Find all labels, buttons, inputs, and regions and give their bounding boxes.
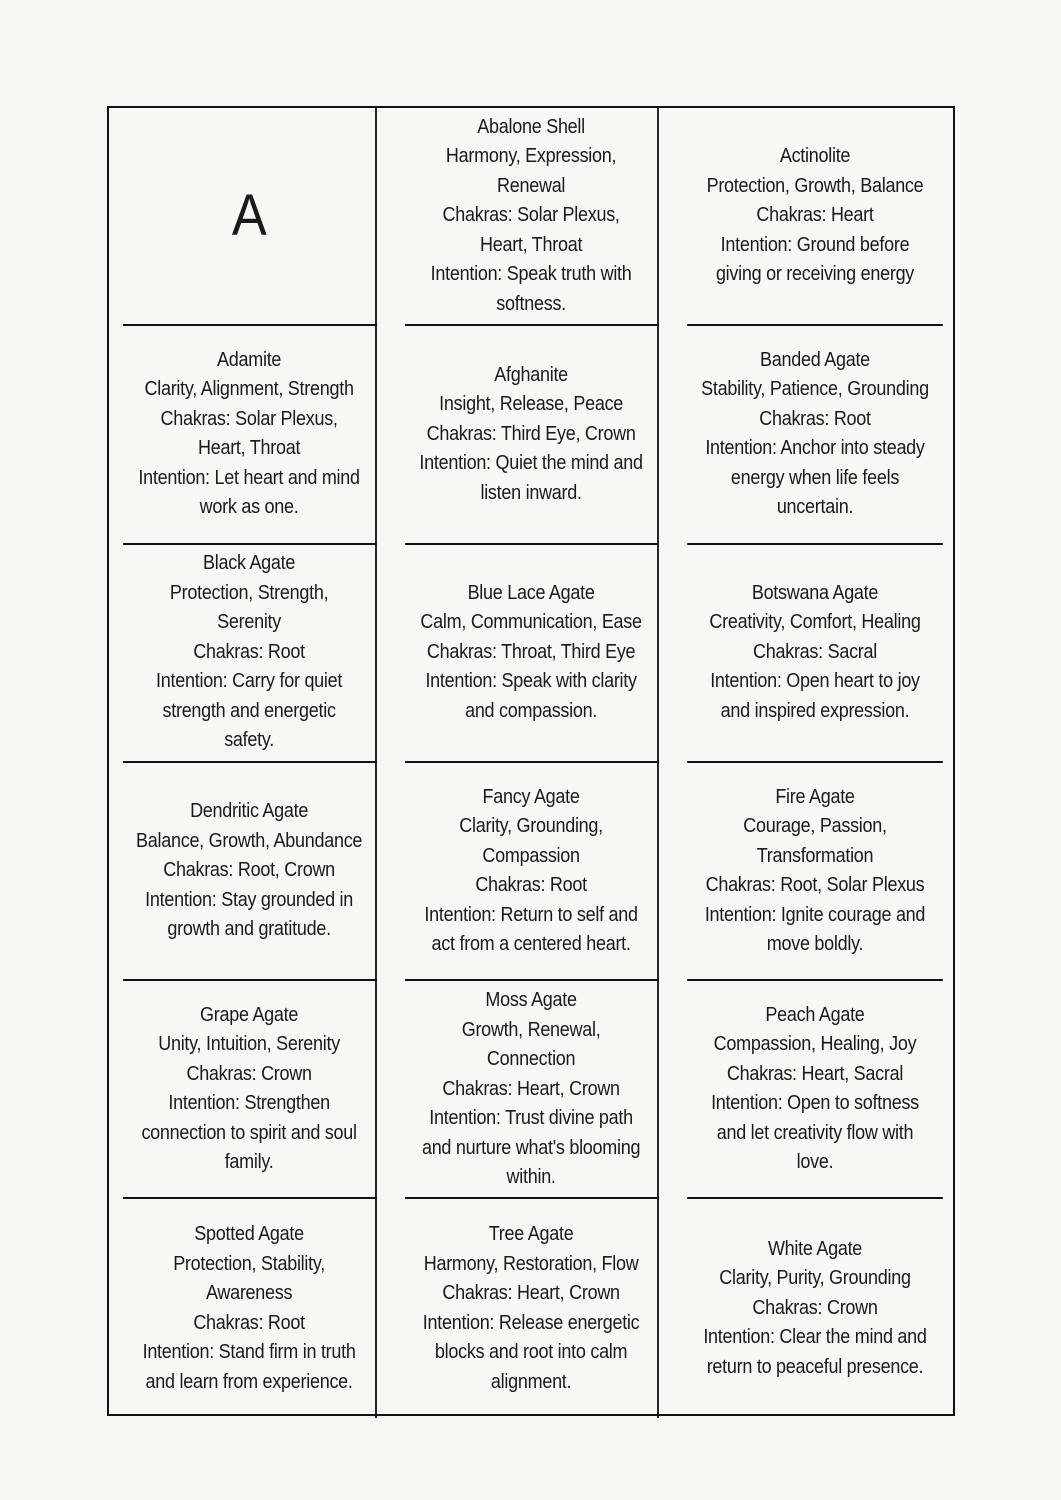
stone-intention: Intention: Stay grounded in growth and gratitude. xyxy=(145,888,354,941)
stone-intention: Intention: Anchor into steady energy when life feels uncertain. xyxy=(705,437,925,519)
stone-chakras: Chakras: Crown xyxy=(752,1296,878,1319)
stone-chakras: Chakras: Heart xyxy=(756,204,874,227)
stone-card xyxy=(405,545,659,763)
stone-chakras: Chakras: Solar Plexus, Heart, Throat xyxy=(160,407,338,460)
stone-name: Banded Agate xyxy=(760,348,870,371)
stone-intention: Intention: Ignite courage and move boldly. xyxy=(704,903,926,956)
stone-name: Spotted Agate xyxy=(194,1223,304,1246)
stone-qualities: Harmony, Restoration, Flow xyxy=(423,1252,639,1275)
stone-name: Dendritic Agate xyxy=(190,800,309,823)
stone-name: Afghanite xyxy=(494,363,568,386)
stone-chakras: Chakras: Crown xyxy=(186,1062,312,1085)
stone-intention: Intention: Trust divine path and nurture what's blooming within. xyxy=(421,1107,641,1189)
stone-name: Fancy Agate xyxy=(482,785,580,808)
stone-card xyxy=(123,981,377,1199)
stone-chakras: Chakras: Heart, Sacral xyxy=(726,1062,904,1085)
stone-intention: Intention: Let heart and mind work as one. xyxy=(138,466,360,519)
stone-chakras: Chakras: Heart, Crown xyxy=(442,1282,620,1305)
stone-qualities: Protection, Strength, Serenity xyxy=(169,581,329,634)
letter-cell xyxy=(123,108,377,326)
stone-card xyxy=(123,763,377,981)
stone-name: Fire Agate xyxy=(775,785,855,808)
stone-chakras: Chakras: Root, Solar Plexus xyxy=(705,874,925,897)
stone-intention: Intention: Open heart to joy and inspired expression. xyxy=(710,670,920,722)
stone-qualities: Courage, Passion, Transformation xyxy=(743,815,887,867)
stone-card xyxy=(405,326,659,544)
stone-name: Botswana Agate xyxy=(751,581,879,604)
stone-qualities: Clarity, Alignment, Strength xyxy=(144,378,354,401)
stone-intention: Intention: Return to self and act from a centered heart. xyxy=(424,903,638,956)
stone-name: Grape Agate xyxy=(200,1003,299,1026)
stone-name: White Agate xyxy=(767,1237,863,1260)
section-letter: A xyxy=(231,183,267,249)
stone-chakras: Chakras: Root, Crown xyxy=(163,859,335,882)
stone-intention: Intention: Speak truth with softness. xyxy=(430,263,632,315)
stone-name: Peach Agate xyxy=(765,1003,865,1026)
stone-qualities: Insight, Release, Peace xyxy=(439,393,624,416)
crystal-card-grid xyxy=(107,106,955,1416)
stone-name: Abalone Shell xyxy=(477,115,585,138)
stone-card xyxy=(405,981,659,1199)
stone-card xyxy=(687,326,943,544)
stone-name: Actinolite xyxy=(779,145,851,168)
stone-name: Blue Lace Agate xyxy=(467,581,595,604)
stone-chakras: Chakras: Solar Plexus, Heart, Throat xyxy=(442,204,620,256)
stone-name: Moss Agate xyxy=(485,989,577,1012)
stone-chakras: Chakras: Sacral xyxy=(752,640,878,663)
stone-chakras: Chakras: Throat, Third Eye xyxy=(426,640,636,663)
stone-intention: Intention: Speak with clarity and compassion. xyxy=(425,670,637,722)
stone-qualities: Balance, Growth, Abundance xyxy=(136,829,363,852)
stone-qualities: Protection, Growth, Balance xyxy=(706,174,924,197)
stone-intention: Intention: Ground before giving or receiving energy xyxy=(715,233,915,286)
stone-card xyxy=(405,763,659,981)
stone-qualities: Creativity, Comfort, Healing xyxy=(709,611,921,634)
stone-name: Tree Agate xyxy=(488,1223,574,1246)
stone-card xyxy=(123,545,377,763)
stone-card xyxy=(405,1199,659,1417)
stone-intention: Intention: Carry for quiet strength and energetic safety. xyxy=(156,670,343,752)
stone-chakras: Chakras: Root xyxy=(193,1311,305,1334)
stone-intention: Intention: Open to softness and let creativity flow with love. xyxy=(711,1092,919,1174)
stone-qualities: Stability, Patience, Grounding xyxy=(701,378,929,401)
stone-qualities: Growth, Renewal, Connection xyxy=(461,1018,601,1071)
stone-intention: Intention: Release energetic blocks and root into calm alignment. xyxy=(422,1311,640,1393)
stone-chakras: Chakras: Root xyxy=(475,874,587,897)
stone-chakras: Chakras: Third Eye, Crown xyxy=(426,422,636,445)
stone-intention: Intention: Stand firm in truth and learn from experience. xyxy=(142,1341,356,1393)
stone-card xyxy=(405,108,659,326)
stone-card xyxy=(687,545,943,763)
stone-qualities: Unity, Intuition, Serenity xyxy=(158,1033,340,1056)
stone-card xyxy=(123,1199,377,1417)
stone-card xyxy=(687,763,943,981)
stone-qualities: Clarity, Grounding, Compassion xyxy=(459,815,603,867)
stone-name: Black Agate xyxy=(203,552,296,575)
stone-chakras: Chakras: Heart, Crown xyxy=(442,1077,620,1100)
stone-card xyxy=(687,108,943,326)
stone-chakras: Chakras: Root xyxy=(193,640,305,663)
stone-chakras: Chakras: Root xyxy=(759,407,871,430)
stone-qualities: Clarity, Purity, Grounding xyxy=(719,1267,911,1290)
stone-qualities: Compassion, Healing, Joy xyxy=(713,1033,917,1056)
stone-intention: Intention: Clear the mind and return to peaceful presence. xyxy=(703,1326,927,1378)
stone-qualities: Calm, Communication, Ease xyxy=(420,611,642,634)
stone-card xyxy=(687,1199,943,1417)
stone-intention: Intention: Quiet the mind and listen inward. xyxy=(419,452,643,504)
stone-name: Adamite xyxy=(217,348,282,371)
stone-card xyxy=(123,326,377,544)
stone-card xyxy=(687,981,943,1199)
stone-qualities: Harmony, Expression, Renewal xyxy=(445,145,617,197)
stone-qualities: Protection, Stability, Awareness xyxy=(173,1252,325,1305)
stone-intention: Intention: Strengthen connection to spirit and soul family. xyxy=(141,1092,357,1174)
